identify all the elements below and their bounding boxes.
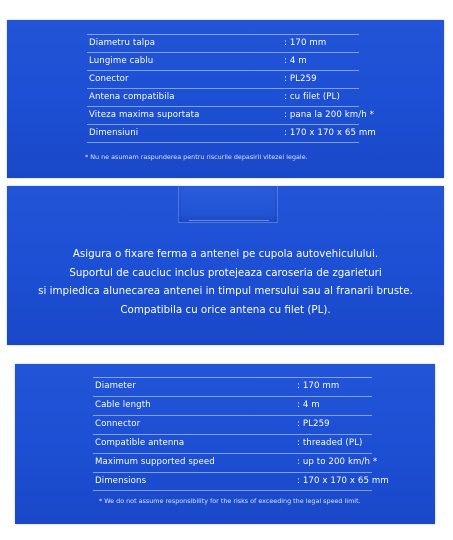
spec-label: Connector [95, 419, 141, 429]
spec-row [93, 396, 372, 414]
spec-label: Antena compatibila [89, 92, 175, 102]
spec-table-english [93, 377, 389, 495]
spec-row [87, 52, 359, 70]
spec-label: Diameter [95, 381, 136, 391]
spec-label: Dimensiuni [89, 128, 139, 138]
description-line: Suportul de cauciuc inclus protejeaza caroseria de zgarieturi [69, 266, 382, 279]
spec-label: Conector [89, 74, 129, 84]
description-panel [7, 186, 444, 345]
spec-value: : 170 x 170 x 65 mm [297, 476, 389, 486]
spec-value: : pana la 200 km/h * [284, 110, 375, 120]
spec-row [93, 453, 378, 471]
spec-label: Viteza maxima suportata [89, 110, 200, 120]
spec-panel-english [15, 364, 435, 524]
spec-row [87, 88, 359, 106]
box-lid-tab [178, 186, 278, 223]
spec-row [87, 106, 375, 124]
product-description [7, 245, 444, 319]
spec-table-romanian [87, 34, 376, 146]
spec-row [93, 472, 389, 491]
spec-value: : 4 m [297, 400, 320, 410]
spec-row [93, 434, 372, 452]
spec-label: Lungime cablu [89, 56, 154, 66]
spec-row [87, 124, 376, 143]
spec-value: : 170 mm [284, 38, 327, 48]
spec-value: : cu filet (PL) [284, 92, 340, 102]
spec-label: Diametru talpa [89, 38, 156, 48]
spec-label: Cable length [95, 400, 151, 410]
spec-row [87, 70, 359, 88]
spec-row [93, 415, 372, 433]
tab-crease [189, 220, 269, 221]
spec-value: : up to 200 km/h * [297, 457, 378, 467]
description-line: Compatibila cu orice antena cu filet (PL). [120, 303, 331, 316]
footnote: * Nu ne asumam raspunderea pentru riscurile depasirii vitezei legale. [85, 153, 308, 161]
spec-row [93, 377, 372, 395]
spec-label: Dimensions [95, 476, 147, 486]
spec-row [87, 34, 359, 52]
spec-value: : 170 mm [297, 381, 340, 391]
spec-value: : PL259 [297, 419, 330, 429]
spec-value: : threaded (PL) [297, 438, 363, 448]
spec-label: Maximum supported speed [95, 457, 215, 467]
description-line: Asigura o fixare ferma a antenei pe cupola autovehiculului. [72, 248, 379, 260]
spec-value: : PL259 [284, 74, 317, 84]
spec-value: : 170 x 170 x 65 mm [284, 128, 376, 138]
spec-label: Compatible antenna [95, 438, 185, 448]
spec-panel-romanian [7, 20, 444, 178]
spec-value: : 4 m [284, 56, 307, 66]
description-line: si impiedica alunecarea antenei in timpul mersului sau al franarii bruste. [38, 285, 413, 298]
footnote: * We do not assume responsibility for the risks of exceeding the legal speed limit. [99, 497, 361, 505]
